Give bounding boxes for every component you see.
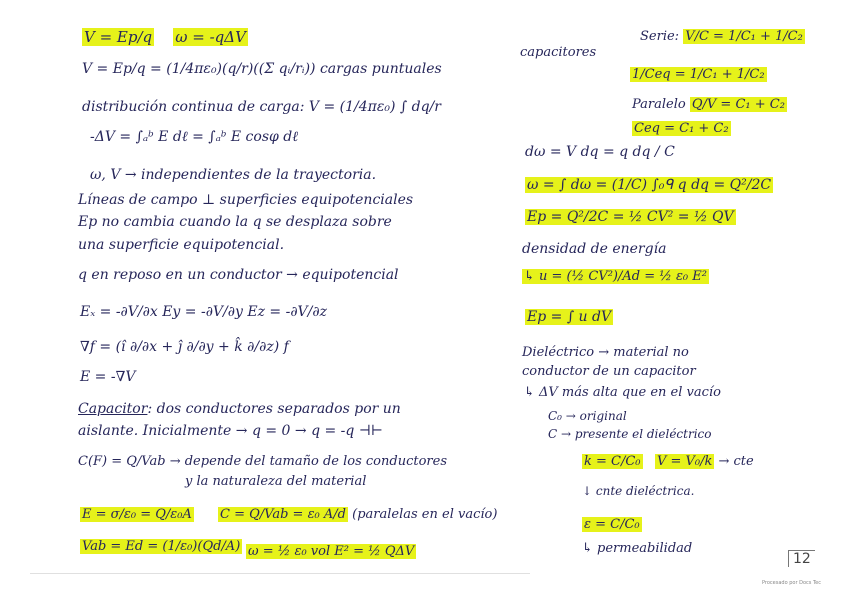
line-6: Líneas de campo ⊥ superficies equipotenciales [78,192,414,208]
line-16: y la naturaleza del material [185,474,367,489]
formula-vab: Vab = Ed = (1/ε₀)(Qd/A) [82,539,241,554]
line-5: ω, V → independientes de la trayectoria. [90,167,377,183]
ep-line [525,210,736,224]
perm-line: ↳ permeabilidad [582,541,693,556]
line-11: ∇f = (î ∂/∂x + ĵ ∂/∂y + k̂ ∂/∂z) f [80,339,289,355]
line-18b [246,545,416,558]
formula-field: E = σ/ε₀ = Q/ε₀A [82,507,192,522]
serie-eq2-line [630,68,767,81]
line-4: -ΔV = ∫ₐᵇ E dℓ = ∫ₐᵇ E cosφ dℓ [90,129,299,145]
dielectrico-line-3: ↳ ΔV más alta que en el vacío [524,385,721,400]
paralelo-eq2-line [632,122,731,135]
w-line [525,178,773,192]
line-10: Eₓ = -∂V/∂x Ey = -∂V/∂y Ez = -∂V/∂z [80,304,327,320]
serie-label: Serie: [640,29,680,44]
dielectrico-line-2: conductor de un capacitor [522,364,696,379]
line-2: V = Ep/q = (1/4πε₀)(q/r)((Σ qᵢ/rᵢ)) cargas puntuales [82,61,442,77]
k-formula: k = C/C₀ [584,454,641,469]
formula-capacitance: C = Q/Vab = ε₀ A/d [220,507,346,522]
line-3: distribución continua de carga: V = (1/4πε₀) ∫ dq/r [82,99,441,115]
dw-line: dω = V dq = q dq / C [525,144,675,160]
c-line: C → presente el dieléctrico [548,427,712,441]
line-7: Ep no cambia cuando la q se desplaza sobre [78,214,392,230]
capacitor-heading: Capacitor [78,401,148,417]
line-17 [80,508,194,521]
line-18 [80,540,242,553]
w-formula: ω = ∫ dω = (1/C) ∫₀ᑫ q dq = Q²/2C [527,177,772,193]
formula-energy: ω = ½ ε₀ vol E² = ½ QΔV [248,544,415,559]
u-formula: ↳ u = (½ CV²)/Ad = ½ ε₀ E² [524,269,707,284]
ep2-line [525,310,613,324]
u-line [522,270,709,283]
line-13 [78,402,401,416]
line-14: aislante. Inicialmente → q = 0 → q = -q ⊣⊢ [78,423,383,439]
capacitores-label: capacitores [520,45,597,60]
serie-line [640,30,805,43]
serie-eq2: 1/Ceq = 1/C₁ + 1/C₂ [632,67,765,82]
parallel-note: (paralelas en el vacío) [352,507,498,522]
eps-line [582,518,642,531]
dielectrico-line-1: Dieléctrico → material no [522,345,689,360]
line-8: una superficie equipotencial. [78,237,285,253]
ep-formula: Ep = Q²/2C = ½ CV² = ½ QV [527,209,734,225]
cte-line: ↓ cnte dieléctrica. [582,484,695,498]
line-17b [218,508,497,521]
line-15: C(F) = Q/Vab → depende del tamaño de los conductores [78,454,447,469]
capacitor-definition: : dos conductores separados por un [147,401,401,417]
line-1 [82,30,248,45]
k-note: → cte [718,454,754,469]
line-9: q en reposo en un conductor → equipotencial [78,267,399,283]
densidad-line: densidad de energía [522,241,667,257]
paralelo-line [632,98,787,111]
v-formula: V = V₀/k [656,454,713,469]
k-line [582,455,754,468]
c0-line: C₀ → original [548,409,627,423]
formula-potential: V = Ep/q [84,28,153,46]
bottom-divider [30,573,530,574]
ep2-formula: Ep = ∫ u dV [527,309,612,325]
serie-eq1: V/C = 1/C₁ + 1/C₂ [685,29,803,44]
page-number: 12 [788,550,815,567]
paralelo-eq1: Q/V = C₁ + C₂ [691,97,785,112]
footer-mark: Procesado por Docs Tec [762,580,822,586]
line-12: E = -∇V [80,369,136,385]
paralelo-label: Paralelo [632,97,686,112]
eps-formula: ε = C/C₀ [584,517,640,532]
paralelo-eq2: Ceq = C₁ + C₂ [634,121,729,136]
formula-work: ω = -qΔV [175,28,246,46]
